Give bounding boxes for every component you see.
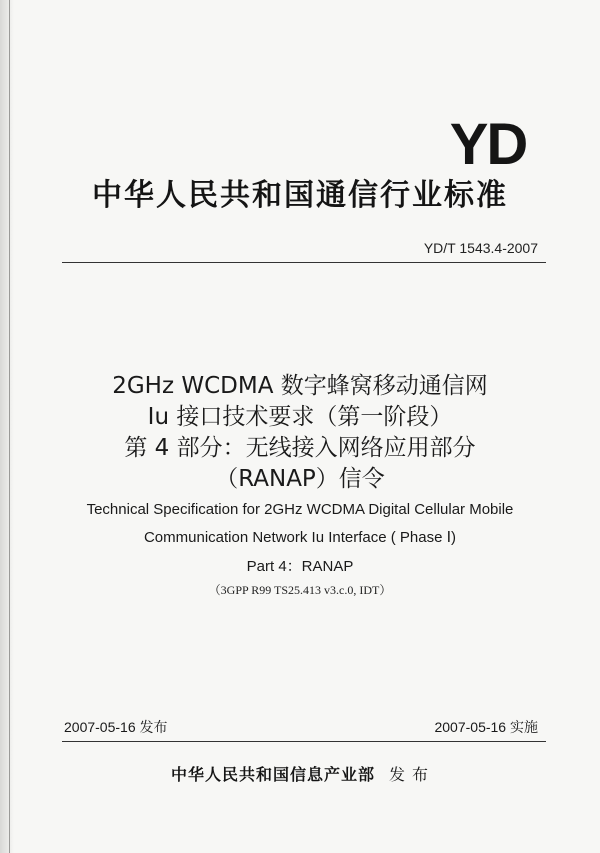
issuer-line (0, 762, 600, 785)
yd-logo-text: YD (449, 112, 527, 172)
zh-title-line-1: 2GHz WCDMA 数字蜂窝移动通信网 (112, 373, 488, 399)
issuer-name: 中华人民共和国信息产业部 (170, 765, 375, 784)
en-title-line-3: Part 4：RANAP (246, 558, 354, 575)
reference-spec: （3GPP R99 TS25.413 v3.c.0, IDT） (208, 583, 392, 597)
zh-title-line-3: 第 4 部分：无线接入网络应用部分 (124, 435, 476, 461)
top-divider (62, 262, 546, 263)
zh-title-line-4: （RANAP）信令 (215, 466, 385, 492)
publish-date: 2007-05-16 发布 (64, 719, 168, 735)
en-title-line-1: Technical Specification for 2GHz WCDMA Digital Cellular Mobile (86, 501, 514, 518)
issuer-action: 发 布 (388, 765, 430, 784)
standard-category-title: 中华人民共和国通信行业标准 (92, 178, 508, 213)
yd-logo (438, 112, 538, 172)
implement-date: 2007-05-16 实施 (434, 719, 538, 735)
standard-number: YD/T 1543.4-2007 (423, 240, 538, 256)
zh-title-line-2: Iu 接口技术要求（第一阶段） (147, 404, 453, 430)
en-title-line-2: Communication Network Iu Interface ( Phase Ⅰ) (143, 529, 457, 546)
bottom-divider (62, 741, 546, 742)
